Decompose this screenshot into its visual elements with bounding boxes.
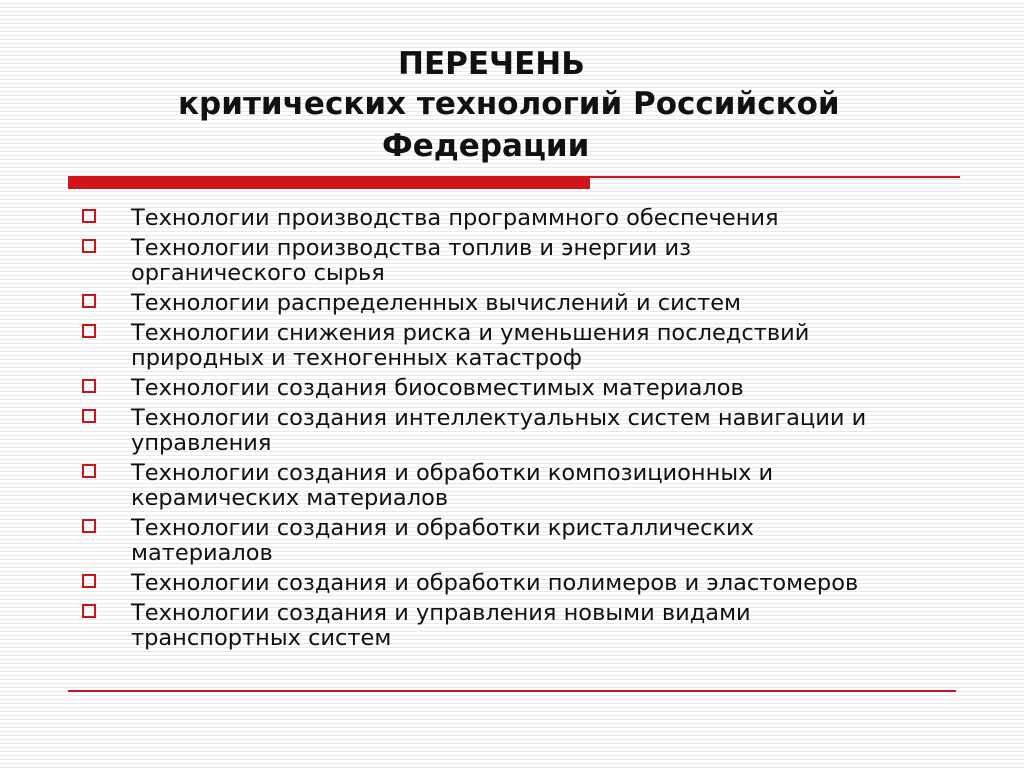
list-item [82,461,982,511]
list-item [82,236,982,286]
list-item [82,376,982,401]
square-bullet-icon [82,409,96,423]
list-item-text: Технологии создания и обработки кристаллических материалов [131,515,754,566]
list-item-text: Технологии производства программного обеспечения [131,205,779,231]
list-item [82,291,982,316]
list-item [82,406,982,456]
list-item-text: Технологии производства топлив и энергии из органического сырья [131,235,692,286]
square-bullet-icon [82,464,96,478]
list-item-text: Технологии создания интеллектуальных систем навигации и управления [131,405,867,456]
title-divider [68,173,960,189]
square-bullet-icon [82,574,96,588]
title-line-2: критических технологий Российской [178,86,840,122]
list-item [82,571,982,596]
title-line-1: ПЕРЕЧЕНЬ [398,46,585,82]
title-line-3: Федерации [382,128,590,164]
list-item-text: Технологии создания и управления новыми видами транспортных систем [131,600,751,651]
list-item-text: Технологии создания биосовместимых материалов [131,375,744,401]
square-bullet-icon [82,209,96,223]
bottom-divider [68,690,956,692]
square-bullet-icon [82,604,96,618]
list-item [82,206,982,231]
square-bullet-icon [82,324,96,338]
square-bullet-icon [82,294,96,308]
list-item [82,516,982,566]
list-item-text: Технологии создания и обработки полимеров и эластомеров [131,570,859,596]
technology-list [82,206,982,656]
square-bullet-icon [82,239,96,253]
title-divider-thin [590,176,960,178]
square-bullet-icon [82,519,96,533]
list-item-text: Технологии создания и обработки композиционных и керамических материалов [131,460,774,511]
list-item-text: Технологии распределенных вычислений и систем [131,290,742,316]
square-bullet-icon [82,379,96,393]
title-divider-thick [68,176,590,189]
list-item [82,601,982,651]
list-item-text: Технологии снижения риска и уменьшения последствий природных и техногенных катастроф [131,320,810,371]
list-item [82,321,982,371]
